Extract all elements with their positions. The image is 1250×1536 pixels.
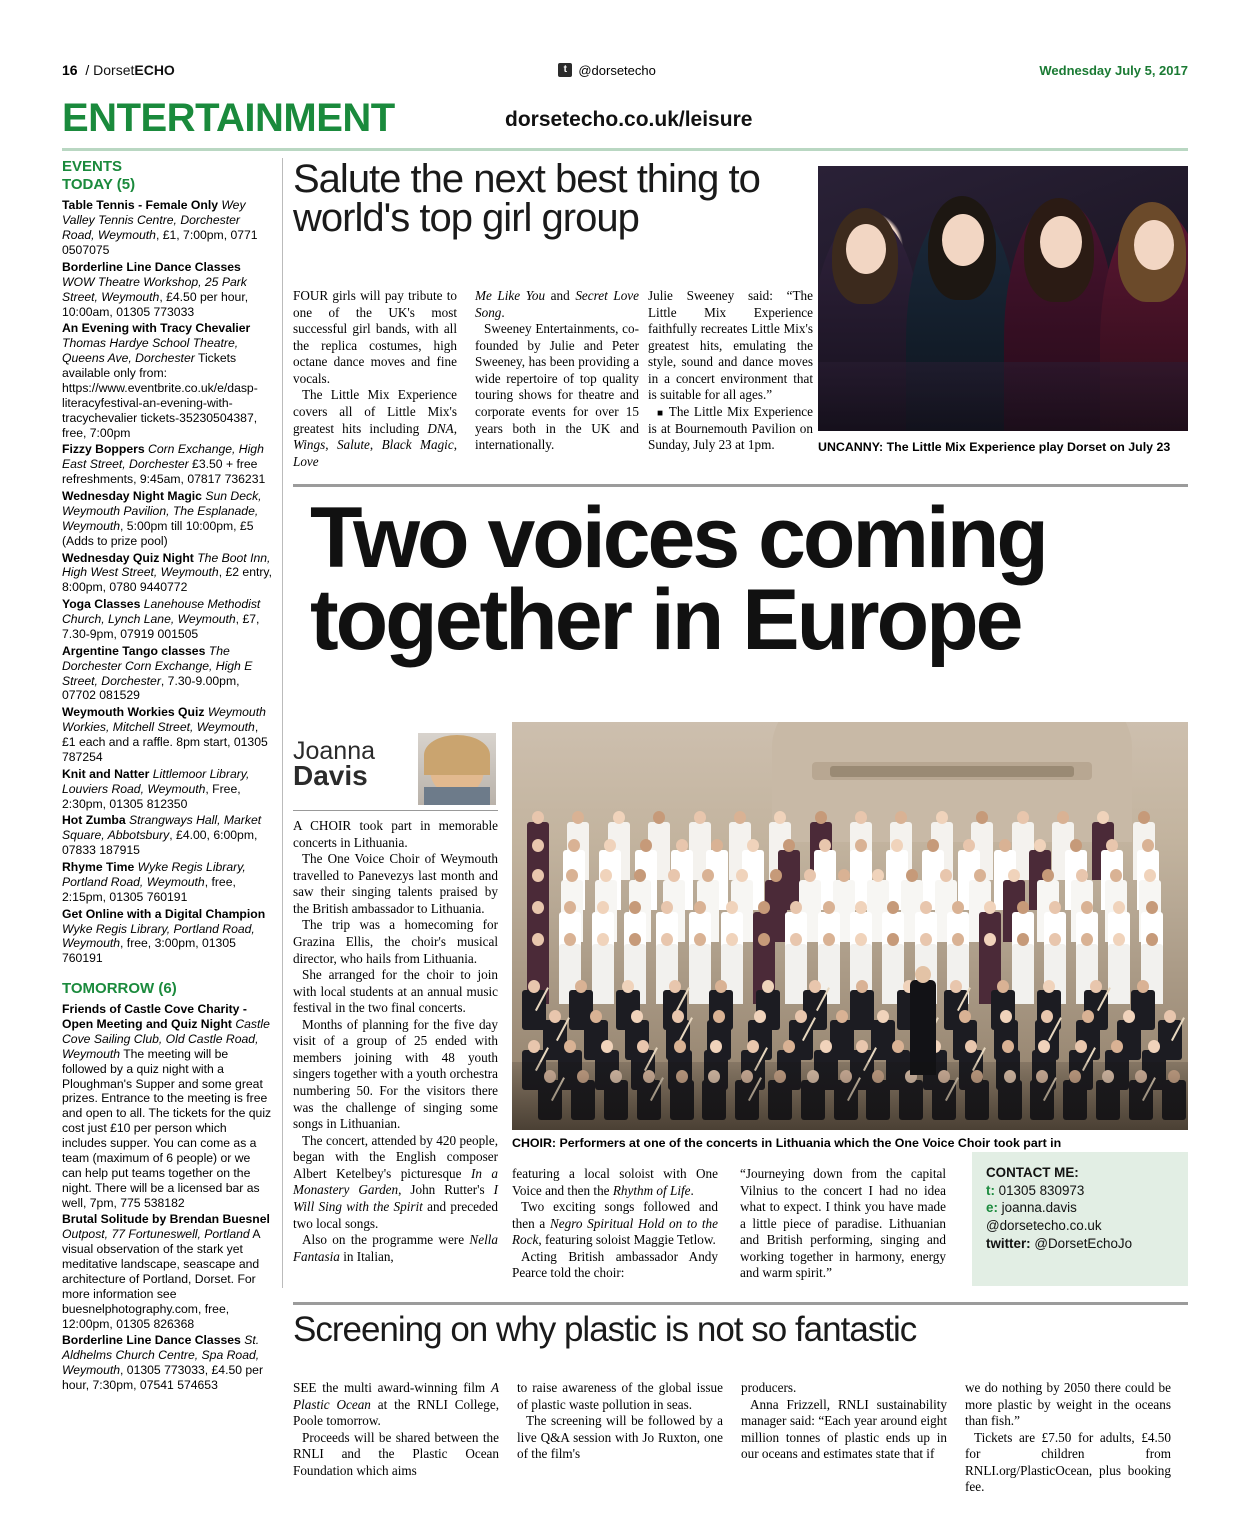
event-details: , £7, 7.30-9pm, 07919 001505 bbox=[62, 612, 260, 641]
paragraph: A CHOIR took part in memorable concerts in Lithuania. bbox=[293, 818, 498, 850]
paragraph: The Little Mix Experience covers all of Little Mix's greatest hits including DNA, Wings, Salute, Black Magic, Love bbox=[293, 387, 457, 469]
event-item bbox=[62, 551, 272, 596]
event-item bbox=[62, 597, 272, 642]
event-details: , free, 3:00pm, 01305 760191 bbox=[62, 936, 236, 966]
contact-email-line2[interactable]: @dorsetecho.co.uk bbox=[986, 1218, 1102, 1234]
story2-photo bbox=[512, 722, 1188, 1130]
events-tomorrow-heading: TOMORROW (6) bbox=[62, 980, 177, 998]
twitter-handle-label: @dorsetecho bbox=[578, 62, 656, 78]
events-today-heading-line1: EVENTS bbox=[62, 158, 123, 175]
event-item bbox=[62, 489, 272, 549]
event-title: Fizzy Boppers bbox=[62, 442, 149, 457]
event-venue: Wyke Regis Library, Portland Road, Weymouth bbox=[62, 860, 246, 889]
story2-column-3 bbox=[740, 1166, 946, 1282]
publication-date: Wednesday July 5, 2017 bbox=[1039, 62, 1188, 78]
events-today-heading bbox=[62, 158, 272, 193]
section-title: ENTERTAINMENT bbox=[62, 96, 395, 140]
event-details: , £1, 7:00pm, 0771 0507075 bbox=[62, 228, 258, 257]
paragraph: The concert, attended by 420 people, began with the English composer Albert Ketelbey's picturesque In a Monastery Garden, John Rutter's I Will Sing with the Spirit and preceded two local songs. bbox=[293, 1132, 499, 1231]
event-item bbox=[62, 321, 272, 440]
event-item bbox=[62, 1212, 272, 1331]
event-title: Wednesday Night Magic bbox=[62, 489, 206, 503]
event-title: Wednesday Quiz Night bbox=[62, 550, 198, 565]
event-details: , free, 2:15pm, 01305 760191 bbox=[62, 874, 236, 904]
event-venue: Weymouth Workies, Mitchell Street, Weymouth bbox=[62, 705, 266, 735]
story2-headline-line2: together in Europe bbox=[310, 571, 1021, 668]
paragraph: She arranged for the choir to join with local students at an annual music festival in the two final concerts. bbox=[293, 967, 498, 1016]
twitter-handle-group[interactable] bbox=[558, 63, 656, 78]
event-venue: Castle Cove Sailing Club, Old Castle Road, Weymouth bbox=[62, 1017, 270, 1061]
story-divider-1 bbox=[293, 484, 1188, 487]
story2-column-2 bbox=[512, 1166, 718, 1282]
event-item bbox=[62, 813, 272, 858]
event-details: , 5:00pm till 10:00pm, £5 (Adds to prize pool) bbox=[62, 518, 254, 548]
event-details: , 7.30-9.00pm, 07702 081529 bbox=[62, 673, 240, 703]
event-title: Borderline Line Dance Classes bbox=[62, 259, 241, 274]
event-item bbox=[62, 860, 272, 905]
event-title: An Evening with Tracy Chevalier bbox=[62, 321, 251, 336]
event-item bbox=[62, 442, 272, 487]
contact-phone-label: t: bbox=[986, 1182, 995, 1198]
byline-lastname: Davis bbox=[293, 760, 368, 791]
contact-email-row[interactable] bbox=[986, 1199, 1176, 1217]
event-venue: Corn Exchange, High East Street, Dorchester bbox=[62, 442, 264, 472]
paragraph: Sweeney Entertainments, co-founded by Julie and Peter Sweeney, has been providing a wide repertoire of top quality touring shows for theatre and corporate events for over 15 years both in the UK and internationally. bbox=[475, 321, 639, 453]
paragraph: to raise awareness of the global issue of plastic waste pollution in seas. bbox=[517, 1380, 723, 1412]
story1-headline: Salute the next best thing to world's top girl group bbox=[293, 157, 760, 241]
byline-divider bbox=[293, 810, 498, 811]
paragraph: producers. bbox=[741, 1380, 797, 1395]
story1-column-1 bbox=[293, 288, 457, 470]
contact-box bbox=[972, 1152, 1188, 1286]
event-details: , £4.00, 6:00pm, 07833 187915 bbox=[62, 828, 258, 858]
story1-photo bbox=[818, 166, 1188, 431]
contact-email-line1: joanna.davis bbox=[1001, 1200, 1077, 1216]
events-sidebar bbox=[62, 158, 272, 1395]
paragraph: The trip was a homecoming for Grazina Ellis, the choir's musical director, who hails from Lithuania. bbox=[293, 917, 498, 966]
event-details: , £2 entry, 8:00pm, 0780 9440772 bbox=[62, 565, 272, 595]
event-title: Yoga Classes bbox=[62, 597, 144, 612]
event-title: Knit and Natter bbox=[62, 766, 153, 781]
event-venue: WOW Theatre Workshop, 25 Park Street, Weymouth bbox=[62, 274, 247, 304]
paragraph: Two exciting songs followed and then a Negro Spiritual Hold on to the Rock, featuring soloist Maggie Tetlow. bbox=[512, 1199, 718, 1248]
paragraph: Months of planning for the five day visit of a group of 25 ended with members joining with 48 youth singers together with a youth orchestra numbering 50. For the visitors there was the challenge of singing some songs in Lithuanian. bbox=[293, 1016, 498, 1132]
event-title: Argentine Tango classes bbox=[62, 643, 209, 658]
paragraph: The screening will be followed by a live Q&A session with Jo Ruxton, one of the film's bbox=[517, 1413, 723, 1462]
paragraph: we do nothing by 2050 there could be more plastic by weight in the oceans than fish.” bbox=[965, 1380, 1171, 1429]
story2-column-1 bbox=[293, 818, 498, 1265]
byline-portrait bbox=[418, 733, 496, 805]
contact-twitter-row[interactable] bbox=[986, 1235, 1176, 1253]
paper-name: Dorset bbox=[93, 62, 135, 78]
paragraph: Anna Frizzell, RNLI sustainability manager said: “Each year around eight million tonnes of plastic ends up in our oceans and estimates state that if bbox=[741, 1396, 947, 1462]
story2-headline bbox=[310, 490, 1190, 668]
paragraph: Tickets are £7.50 for adults, £4.50 for children from RNLI.org/PlasticOcean, plus booking fee. bbox=[965, 1429, 1171, 1495]
story1-column-2 bbox=[475, 288, 639, 470]
events-today-list bbox=[62, 198, 272, 966]
event-title: Get Online with a Digital Champion bbox=[62, 906, 266, 921]
event-title: Brutal Solitude by Brendan Buesnel bbox=[62, 1212, 270, 1227]
story2-caption: CHOIR: Performers at one of the concerts in Lithuania which the One Voice Choir took part in bbox=[512, 1136, 1062, 1150]
column-divider-1 bbox=[282, 158, 283, 1288]
contact-twitter: @DorsetEchoJo bbox=[1034, 1235, 1133, 1251]
paragraph: FOUR girls will pay tribute to one of the UK's most successful girl bands, with all the replica costumes, high octane dance moves and fine vocals. bbox=[293, 288, 457, 386]
event-venue: Littlemoor Library, Louviers Road, Weymouth bbox=[62, 766, 250, 796]
event-item bbox=[62, 1333, 272, 1393]
paragraph: SEE the multi award-winning film A Plastic Ocean at the RNLI College, Poole tomorrow. bbox=[293, 1380, 500, 1429]
story2-headline-line1: Two voices coming bbox=[310, 490, 1046, 586]
story3-column-4 bbox=[965, 1380, 1171, 1496]
event-details: Tickets available only from: https://www.eventbrite.co.uk/e/dasp-literacyfestival-an-evening-with-tracychevalier tickets-35230504387, free, 7:00pm bbox=[62, 351, 258, 440]
event-venue: Outpost, 77 Fortuneswell, Portland bbox=[62, 1227, 250, 1242]
event-details: , £1 each and a raffle. 8pm start, 01305 787254 bbox=[62, 720, 268, 764]
event-venue: Lanehouse Methodist Church, Lynch Lane, Weymouth bbox=[62, 597, 261, 626]
page-number: 16 bbox=[62, 62, 78, 78]
paragraph: Me Like You and Secret Love Song. bbox=[475, 288, 640, 320]
event-item bbox=[62, 644, 272, 704]
contact-phone-row bbox=[986, 1182, 1176, 1200]
paper-name-bold: ECHO bbox=[134, 62, 175, 78]
story1-column-3 bbox=[648, 288, 813, 454]
event-title: Hot Zumba bbox=[62, 813, 130, 828]
byline-firstname: Joanna bbox=[293, 737, 376, 765]
event-item bbox=[62, 198, 272, 258]
event-venue: Wyke Regis Library, Portland Road, Weymouth bbox=[62, 921, 255, 951]
event-venue: Sun Deck, Weymouth Pavilion, The Esplanade, Weymouth bbox=[62, 489, 262, 533]
event-venue: The Dorchester Corn Exchange, High E Street, Dorchester bbox=[62, 643, 253, 688]
event-title: Borderline Line Dance Classes bbox=[62, 1333, 245, 1348]
story3-body-columns bbox=[293, 1380, 1188, 1496]
event-item bbox=[62, 705, 272, 765]
event-venue: Thomas Hardye School Theatre, Queens Ave, Dorchester bbox=[62, 336, 239, 366]
event-title: Rhyme Time bbox=[62, 860, 138, 874]
contact-twitter-label: twitter: bbox=[986, 1235, 1031, 1251]
contact-phone: 01305 830973 bbox=[998, 1182, 1085, 1198]
header-divider bbox=[62, 148, 1188, 151]
event-title: Weymouth Workies Quiz bbox=[62, 705, 208, 720]
event-item bbox=[62, 1002, 272, 1210]
event-item bbox=[62, 260, 272, 320]
paragraph: “Journeying down from the capital Vilnius to the concert I had no idea what to expect. I think you have made a little piece of paradise. Lithuanian and British performing, singing and working together in harmony, energy and warm spirit.” bbox=[740, 1166, 946, 1281]
story1-caption: UNCANNY: The Little Mix Experience play Dorset on July 23 bbox=[818, 440, 1171, 454]
story3-column-2 bbox=[517, 1380, 723, 1496]
paragraph: featuring a local soloist with One Voice and then the Rhythm of Life. bbox=[512, 1166, 718, 1198]
event-details: The meeting will be followed by a quiz night with a Ploughman's Supper and some great prizes. Entrance to the meeting is free and open to all. The tickets for the quiz cost just £10 per person which includes supper. You can come as a team (maximum of 6 people) or we can help put teams together on the night. There will be a licensed bar as well, 7pm, 775 538182 bbox=[62, 1046, 272, 1210]
story3-headline: Screening on why plastic is not so fantastic bbox=[293, 1310, 917, 1349]
event-details: £3.50 + free refreshments, 9:45am, 07817 736231 bbox=[62, 457, 266, 487]
story-divider-2 bbox=[293, 1302, 1188, 1305]
section-url[interactable]: dorsetecho.co.uk/leisure bbox=[505, 108, 753, 131]
event-details: , £4.50 per hour, 10:00am, 01305 773033 bbox=[62, 289, 249, 319]
event-item bbox=[62, 907, 272, 967]
twitter-icon: t bbox=[558, 63, 572, 77]
event-title: Table Tennis - Female Only bbox=[62, 198, 222, 213]
event-venue: Wey Valley Tennis Centre, Dorchester Road, Weymouth bbox=[62, 198, 246, 243]
events-tomorrow-list bbox=[62, 1002, 272, 1393]
contact-heading: CONTACT ME: bbox=[986, 1165, 1079, 1180]
event-details: , Free, 2:30pm, 01305 812350 bbox=[62, 781, 241, 811]
contact-email-label: e: bbox=[986, 1200, 998, 1216]
paragraph: Julie Sweeney said: “The Little Mix Experience faithfully recreates Little Mix's greatest hits, emulating the style, sound and dance moves in a concert environment that is suitable for all ages.” bbox=[648, 288, 813, 403]
event-title: Friends of Castle Cove Charity - Open Meeting and Quiz Night bbox=[62, 1002, 247, 1031]
masthead-left: 16 / DorsetECHO bbox=[62, 62, 175, 78]
story3-column-1 bbox=[293, 1380, 499, 1496]
masthead bbox=[62, 58, 1188, 82]
paragraph: ■ The Little Mix Experience is at Bournemouth Pavilion on Sunday, July 23 at 1pm. bbox=[648, 403, 813, 453]
events-today-heading-line2: TODAY (5) bbox=[62, 175, 136, 193]
event-venue: Strangways Hall, Market Square, Abbotsbury bbox=[62, 813, 262, 843]
paragraph: Proceeds will be shared between the RNLI and the Plastic Ocean Foundation which aims bbox=[293, 1429, 499, 1478]
paragraph: Acting British ambassador Andy Pearce told the choir: bbox=[512, 1248, 718, 1281]
story3-column-3 bbox=[741, 1380, 947, 1496]
event-venue: The Boot Inn, High West Street, Weymouth bbox=[62, 550, 271, 580]
event-item bbox=[62, 767, 272, 812]
paragraph: The One Voice Choir of Weymouth travelled to Panevezys last month and saw their singing talents praised by the British ambassador to Lithuania. bbox=[293, 851, 498, 916]
event-details: A visual observation of the stark yet meditative landscape, seascape and architecture of Portland, Dorset. For more information see buesnelphotography.com, free, 12:00pm, 01305 826368 bbox=[62, 1227, 260, 1331]
event-details: , 01305 773033, £4.50 per hour, 7:30pm, 07541 574653 bbox=[62, 1363, 264, 1392]
event-venue: St. Aldhelms Church Centre, Spa Road, Weymouth bbox=[62, 1333, 260, 1378]
paragraph: Also on the programme were Nella Fantasia in Italian, bbox=[293, 1232, 498, 1264]
